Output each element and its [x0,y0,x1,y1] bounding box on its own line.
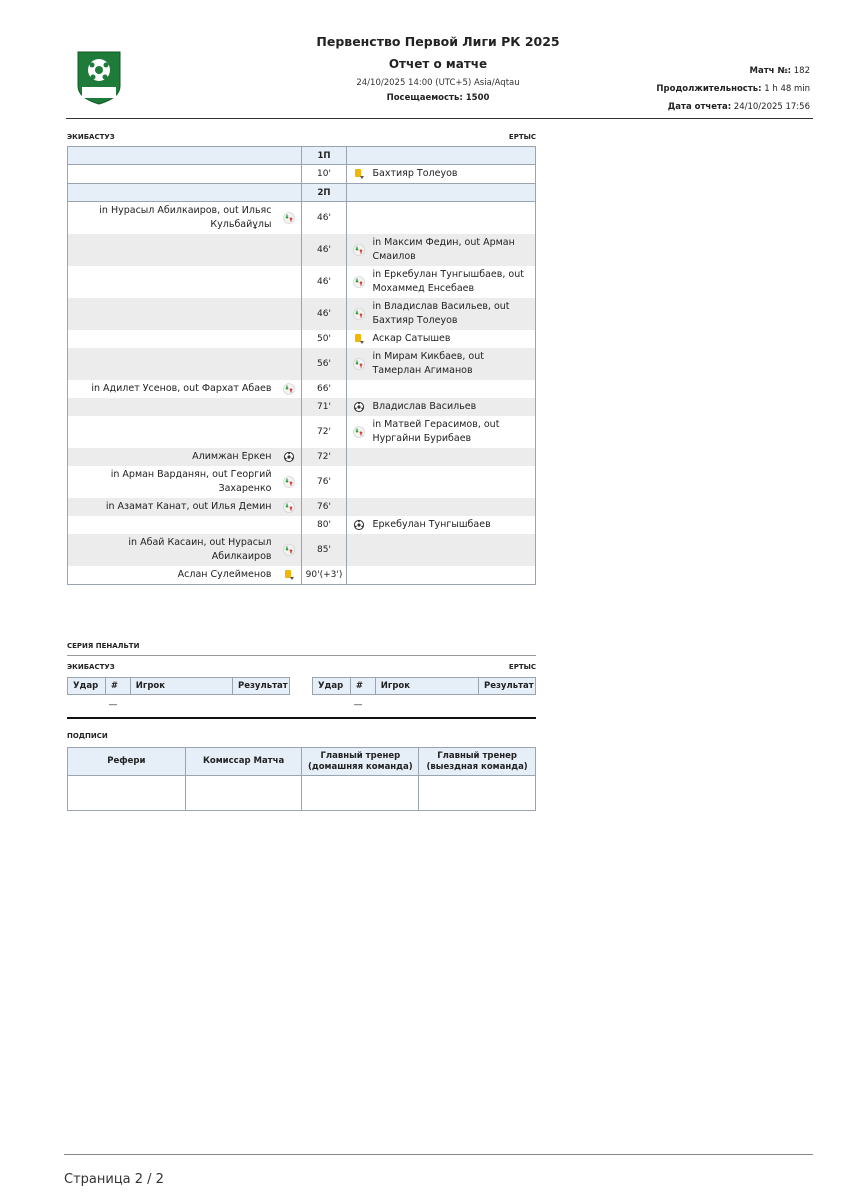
no-icon [347,534,371,566]
yellow-card-icon [278,566,302,585]
event-row [68,348,536,380]
no-icon [278,234,302,266]
col-player: Игрок [130,678,232,695]
home-event-text [68,234,278,266]
substitution-icon [347,266,371,298]
attendance-value: 1500 [465,93,490,103]
home-event-text [68,398,278,416]
away-event-text [371,498,536,516]
away-team-name: ЕРТЫС [508,133,536,141]
away-event-text: in Владислав Васильев, out Бахтияр Толеуов [371,298,536,330]
no-icon [278,266,302,298]
col-shot: Удар [313,678,351,695]
report-date: Дата отчета: 24/10/2025 17:56 [667,102,810,112]
substitution-icon [278,202,302,235]
col-shot: Удар [68,678,106,695]
period-header-row [68,147,536,165]
no-icon [347,498,371,516]
event-row [68,234,536,266]
penalties-team-names [67,663,536,671]
event-minute: 66' [302,380,347,398]
event-minute: 50' [302,330,347,348]
goal-ball-icon [347,398,371,416]
period-header-row [68,184,536,202]
event-row [68,416,536,448]
no-icon [278,330,302,348]
event-minute: 46' [302,266,347,298]
no-icon [278,165,302,184]
event-minute: 10' [302,165,347,184]
substitution-icon [347,234,371,266]
goal-ball-icon [278,448,302,466]
header-divider [66,118,813,119]
league-logo [76,50,122,106]
footer-divider [64,1154,813,1155]
penalties-home-team: ЭКИБАСТУЗ [67,663,115,671]
away-event-text: in Мирам Кикбаев, out Тамерлан Агиманов [371,348,536,380]
sig-commissioner-header: Комиссар Матча [185,748,302,776]
substitution-icon [278,534,302,566]
match-events-table [67,146,536,585]
no-icon [278,516,302,534]
sig-referee-header: Рефери [68,748,186,776]
penalties-away-team: ЕРТЫС [508,663,536,671]
away-event-text [371,448,536,466]
event-row [68,498,536,516]
no-icon [347,380,371,398]
event-minute: 46' [302,234,347,266]
sig-away-coach-header: Главный тренер (выездная команда) [419,748,536,776]
event-minute: 90'(+3') [302,566,347,585]
page-number: Страница 2 / 2 [64,1172,164,1187]
away-event-text: Аскар Сатышев [371,330,536,348]
home-event-text [68,266,278,298]
substitution-icon [347,348,371,380]
away-event-text [371,380,536,398]
away-penalties-empty: — [353,699,363,710]
substitution-icon [347,298,371,330]
no-icon [278,298,302,330]
home-penalties-table [67,677,290,715]
no-icon [347,566,371,585]
event-row [68,330,536,348]
away-event-text: Еркебулан Тунгышбаев [371,516,536,534]
away-event-text: in Максим Федин, out Арман Смаилов [371,234,536,266]
away-event-text [371,466,536,498]
col-player: Игрок [375,678,478,695]
col-number: # [350,678,375,695]
event-row [68,165,536,184]
events-team-names [67,133,536,141]
match-duration: Продолжительность: 1 h 48 min [656,84,810,94]
signatures-table [67,747,536,811]
penalties-divider [67,655,536,656]
home-event-text: in Азамат Канат, out Илья Демин [68,498,278,516]
no-icon [347,466,371,498]
substitution-icon [278,498,302,516]
period-away-cell [347,147,536,165]
league-title: Первенство Первой Лиги РК 2025 [316,34,560,49]
home-event-text [68,516,278,534]
away-penalties-table [312,677,536,715]
home-event-text: in Абай Касаин, out Нурасыл Абилкаиров [68,534,278,566]
period-label: 1П [302,147,347,165]
sig-home-coach-header: Главный тренер (домашняя команда) [302,748,419,776]
home-team-name: ЭКИБАСТУЗ [67,133,115,141]
event-minute: 72' [302,448,347,466]
no-icon [347,202,371,235]
attendance [288,93,588,103]
col-result: Результат [479,678,536,695]
event-row [68,516,536,534]
home-event-text: Аслан Сулейменов [68,566,278,585]
substitution-icon [278,466,302,498]
event-row [68,466,536,498]
away-event-text: in Еркебулан Тунгышбаев, out Мохаммед Енсебаев [371,266,536,298]
home-event-text [68,330,278,348]
goal-ball-icon [347,516,371,534]
event-row [68,266,536,298]
event-row [68,448,536,466]
away-event-text [371,202,536,235]
no-icon [347,448,371,466]
period-home-cell [68,184,302,202]
penalties-section-title: СЕРИЯ ПЕНАЛЬТИ [67,642,140,650]
home-penalties-empty: — [108,699,118,710]
match-number: Матч №: 182 [749,66,810,76]
event-minute: 71' [302,398,347,416]
sig-home-coach-box [302,776,419,811]
event-row [68,380,536,398]
home-event-text [68,348,278,380]
match-meta [656,62,810,116]
event-minute: 46' [302,202,347,235]
event-minute: 76' [302,498,347,516]
sig-away-coach-box [419,776,536,811]
event-minute: 80' [302,516,347,534]
yellow-card-icon [347,165,371,184]
period-away-cell [347,184,536,202]
event-minute: 76' [302,466,347,498]
event-row [68,534,536,566]
event-minute: 46' [302,298,347,330]
no-icon [278,398,302,416]
substitution-icon [347,416,371,448]
yellow-card-icon [347,330,371,348]
col-number: # [105,678,130,695]
report-header [288,34,588,103]
event-row [68,566,536,585]
col-result: Результат [233,678,290,695]
home-event-text: in Нурасыл Абилкаиров, out Ильяс Кульбайұлы [68,202,278,235]
event-row [68,202,536,235]
period-home-cell [68,147,302,165]
no-icon [278,416,302,448]
sig-commissioner-box [185,776,302,811]
away-event-text: in Матвей Герасимов, out Нургайни Бурибаев [371,416,536,448]
attendance-label: Посещаемость: [386,93,463,103]
event-row [68,398,536,416]
report-subtitle: Отчет о матче [388,57,488,71]
home-event-text: in Арман Варданян, out Георгий Захаренко [68,466,278,498]
home-event-text: Алимжан Еркен [68,448,278,466]
no-icon [278,348,302,380]
signatures-section-title: ПОДПИСИ [67,732,108,740]
period-label: 2П [302,184,347,202]
away-event-text [371,566,536,585]
home-event-text [68,416,278,448]
home-event-text [68,165,278,184]
away-event-text: Бахтияр Толеуов [371,165,536,184]
substitution-icon [278,380,302,398]
event-row [68,298,536,330]
event-minute: 85' [302,534,347,566]
away-event-text [371,534,536,566]
home-event-text [68,298,278,330]
home-event-text: in Адилет Усенов, out Фархат Абаев [68,380,278,398]
event-minute: 72' [302,416,347,448]
match-datetime: 24/10/2025 14:00 (UTC+5) Asia/Aqtau [356,78,520,88]
away-event-text: Владислав Васильев [371,398,536,416]
penalties-end-divider [67,717,536,719]
event-minute: 56' [302,348,347,380]
sig-referee-box [68,776,186,811]
